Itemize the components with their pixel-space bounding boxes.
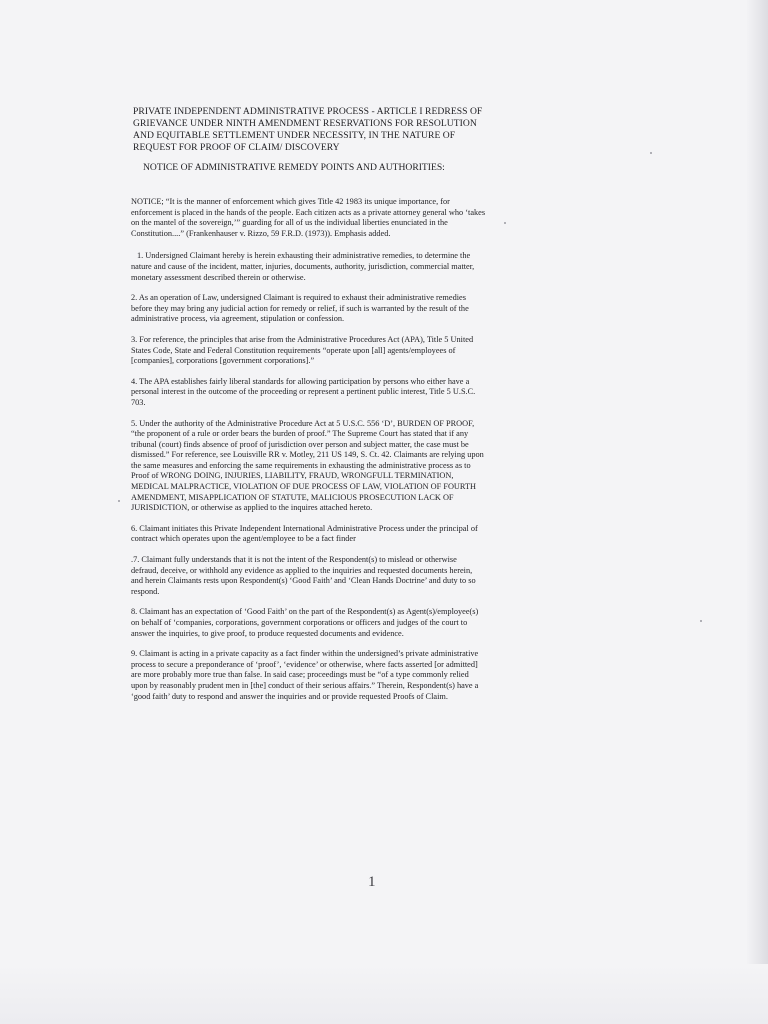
paragraph-5: 5. Under the authority of the Administrative Procedure Act at 5 U.S.C. 556 ‘D’, BURDEN OF PROOF, “the proponent of a rule or order bears the burden of proof.” The Supreme Court has stated that if any tribunal (court) finds absence of proof of jurisdiction over person and subject matter, the case must be dismissed.” For reference, see Louisville RR v. Motley, 211 US 149, S. Ct. 42. Claimants are relying upon the same measures and enforcing the same requirements in exhausting the administrative process as to Proof of WRONG DOING, INJURIES, LIABILITY, FRAUD, WRONGFULL TERMINATION, MEDICAL MALPRACTICE, VIOLATION OF DUE PROCESS OF LAW, VIOLATION OF FOURTH AMENDMENT, MISAPPLICATION OF STATUTE, MALICIOUS PROSECUTION LACK OF JURISDICTION, or otherwise as applied to the inquires attached hereto. [131, 418, 484, 513]
paragraph-3: 3. For reference, the principles that arise from the Administrative Procedures Act (APA), Title 5 United States Code, State and Federal Constitution requirements “operate upon [all] agents/employees of [companies], corporations [government corporations].” [131, 334, 474, 366]
document-subheading: NOTICE OF ADMINISTRATIVE REMEDY POINTS AND AUTHORITIES: [143, 162, 445, 173]
notice-paragraph: NOTICE; “It is the manner of enforcement which gives Title 42 1983 its unique importance, for enforcement is placed in the hands of the people. Each citizen acts as a private attorney general who ‘takes on the mantel of the sovereign,’” guarding for all of us the individual liberties enunciated in the Constitution....” (Frankenhauser v. Rizzo, 59 F.R.D. (1973)). Emphasis added. [131, 197, 486, 238]
paragraph-4: 4. The APA establishes fairly liberal standards for allowing participation by persons who either have a personal interest in the outcome of the proceeding or represent a pertinent public interest, Title 5 U.S.C. 703. [131, 376, 476, 407]
scan-speck [504, 222, 506, 224]
document-heading: PRIVATE INDEPENDENT ADMINISTRATIVE PROCESS - ARTICLE I REDRESS OF GRIEVANCE UNDER NINTH AMENDMENT RESERVATIONS FOR RESOLUTION AND EQUITABLE SETTLEMENT UNDER NECESSITY, IN THE NATURE OF REQUEST FOR PROOF OF CLAIM/ DISCOVERY [133, 106, 483, 153]
scan-speck [118, 500, 120, 502]
paragraph-6: 6. Claimant initiates this Private Independent International Administrative Process under the principal of contract which operates upon the agent/employee to be a fact finder [131, 523, 478, 544]
scan-speck [650, 152, 652, 154]
paragraph-2: 2. As an operation of Law, undersigned Claimant is required to exhaust their administrative remedies before they may bring any judicial action for remedy or relief, if such is warranted by the result of the administrative process, via agreement, stipulation or confession. [131, 293, 469, 324]
paragraph-9: 9. Claimant is acting in a private capacity as a fact finder within the undersigned’s private administrative process to secure a preponderance of ‘proof’, ‘evidence’ or otherwise, where facts asserted [or admitted] are more probably more true than false. In said case; proceedings must be “of a type commonly relied upon by reasonably prudent men in [the] conduct of their serious affairs.” Therein, Respondent(s) have a ‘good faith’ duty to respond and answer the inquiries and or provide requested Proofs of Claim. [131, 649, 479, 701]
paragraph-1: 1. Undersigned Claimant hereby is herein exhausting their administrative remedies, to determine the nature and cause of the incident, matter, injuries, documents, authority, jurisdiction, commercial matter, monetary assessment described therein or otherwise. [131, 251, 475, 282]
document-body [131, 197, 486, 712]
scan-shadow-right [746, 0, 768, 1024]
scan-speck [700, 620, 702, 622]
scan-shadow-bottom [0, 964, 768, 1024]
page-number: 1 [368, 874, 376, 890]
paragraph-8: 8. Claimant has an expectation of ‘Good Faith’ on the part of the Respondent(s) as Agent(s)/employee(s) on behalf of ‘companies, corporations, government corporations or officers and judges of the court to answer the inquiries, to give proof, to produce requested documents and evidence. [131, 607, 479, 638]
paragraph-7: .7. Claimant fully understands that it is not the intent of the Respondent(s) to mislead or otherwise defraud, deceive, or withhold any evidence as applied to the inquiries and requested documents herein, and herein Claimants rests upon Respondent(s) ‘Good Faith’ and ‘Clean Hands Doctrine’ and duty to so respond. [131, 555, 476, 596]
